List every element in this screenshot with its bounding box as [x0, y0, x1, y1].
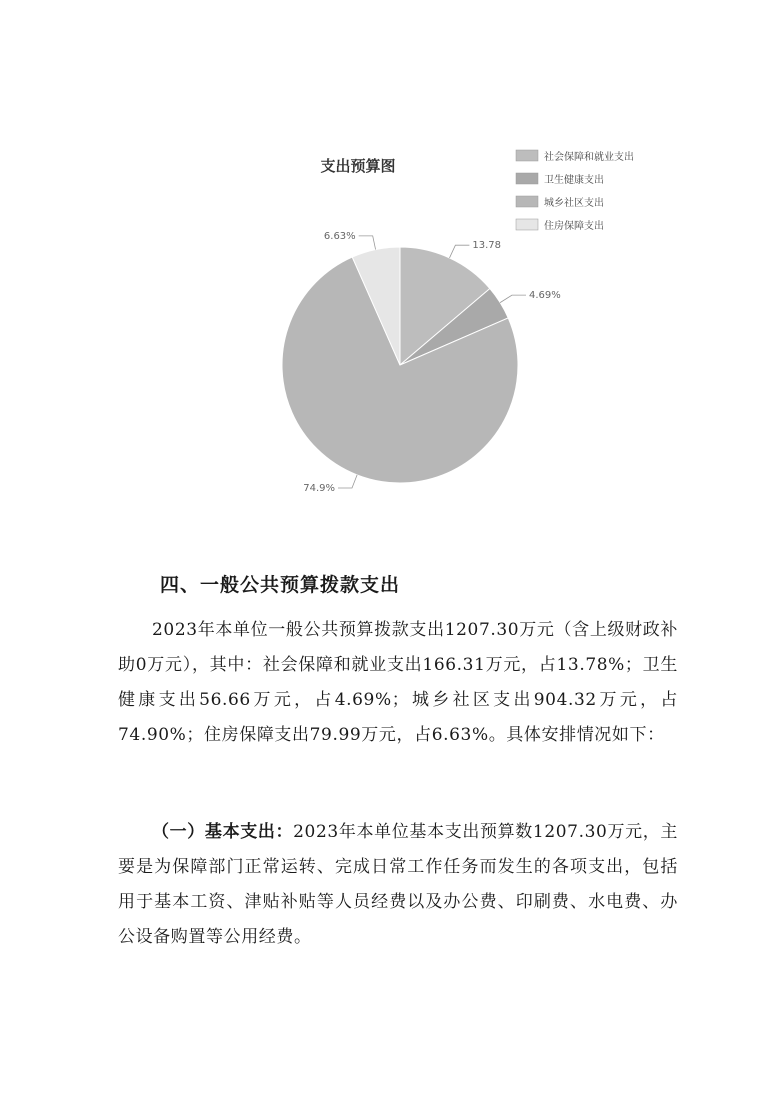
section-heading: 四、一般公共预算拨款支出 [160, 574, 401, 596]
legend-swatch-4 [516, 219, 538, 230]
pie-label-2: 4.69% [529, 290, 561, 302]
legend-label-1: 社会保障和就业支出 [544, 152, 634, 163]
pie-label-3: 74.9% [303, 483, 335, 494]
pie-label-1: 13.78 [472, 240, 502, 252]
pie-leader-line-3 [338, 475, 357, 488]
pie-slices [282, 247, 518, 483]
pie-leader-line-4 [359, 236, 376, 250]
paragraph-lead: （一）基本支出： [152, 822, 294, 842]
pie-leader-line-2 [500, 295, 526, 303]
pie-leader-line-1 [450, 245, 470, 258]
legend-swatch-1 [516, 150, 538, 161]
legend-label-2: 卫生健康支出 [544, 175, 604, 186]
legend-swatch-3 [516, 196, 538, 207]
chart-legend [516, 150, 634, 232]
pie-label-4: 6.63% [323, 230, 356, 242]
paragraph-expenditure-summary: 2023年本单位一般公共预算拨款支出1207.30万元（含上级财政补助0万元），其中：社会保障和就业支出166.31万元，占13.78%；卫生健康支出56.66万元，占4.69%；城乡社区支出904.32万元，占74.90%；住房保障支出79.99万元，占6.63%。具体安排情况如下： [118, 620, 678, 745]
legend-label-4: 住房保障支出 [544, 221, 604, 232]
legend-label-3: 城乡社区支出 [544, 198, 604, 209]
expenditure-pie-chart [270, 140, 670, 510]
legend-swatch-2 [516, 173, 538, 184]
paragraph-basic-expenditure [118, 815, 678, 955]
paragraph-body: 2023年本单位基本支出预算数1207.30万元，主要是为保障部门正常运转、完成日常工作任务而发生的各项支出，包括用于基本工资、津贴补贴等人员经费以及办公费、印刷费、水电费、办公设备购置等公用经费。 [118, 822, 678, 947]
chart-title: 支出预算图 [320, 157, 396, 175]
